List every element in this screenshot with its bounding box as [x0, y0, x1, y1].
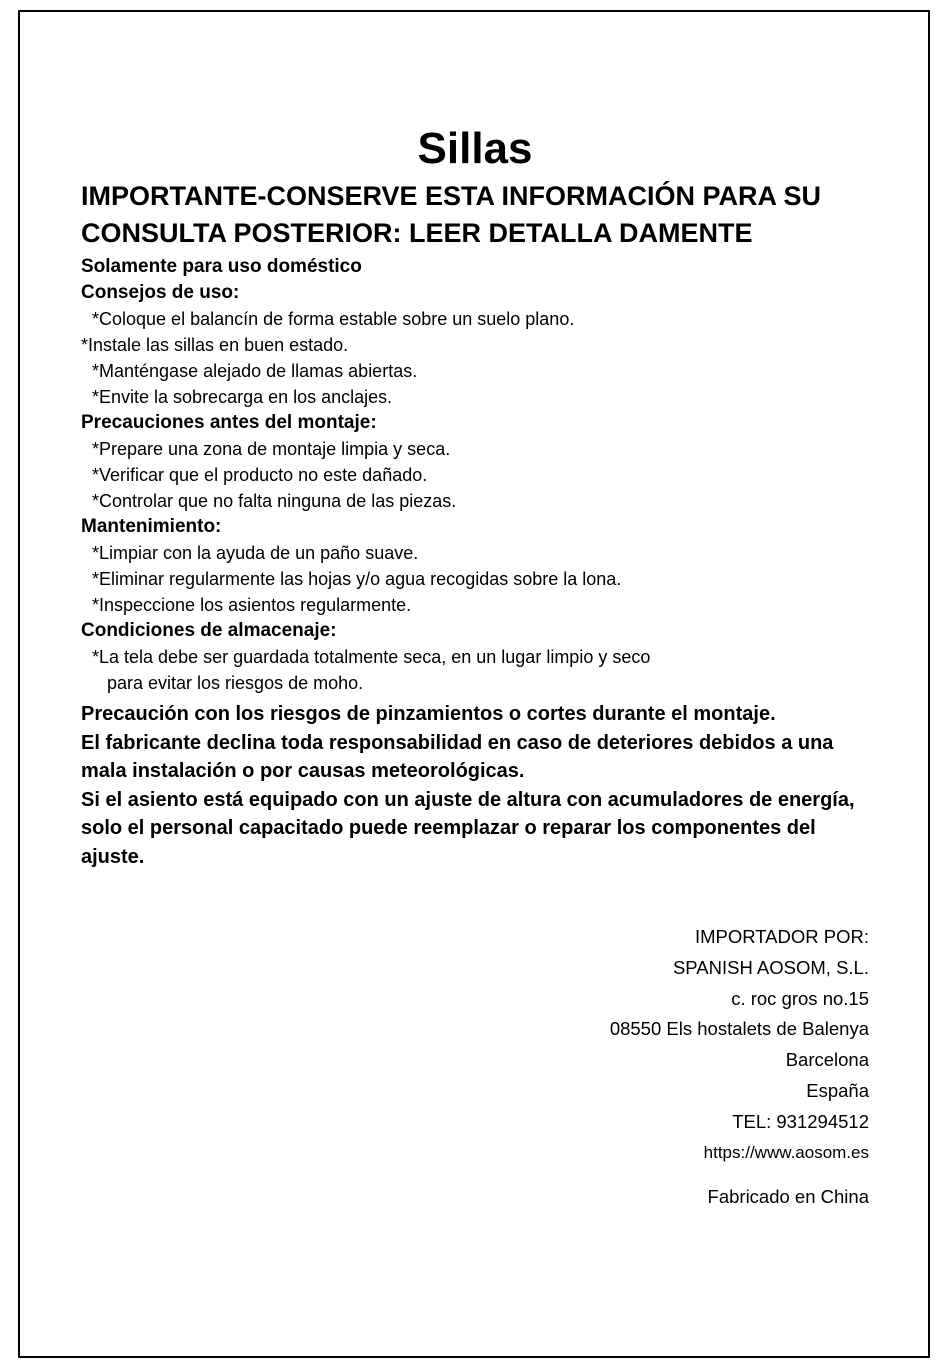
- made-in-note: Fabricado en China: [707, 1185, 869, 1207]
- warning-text: El fabricante declina toda responsabilidad en caso de deteriores debidos a una mala instalación o por causas meteorológicas.: [81, 731, 834, 782]
- maintenance-heading: Mantenimiento:: [81, 516, 222, 537]
- important-headline: IMPORTANTE-CONSERVE ESTA INFORMACIÓN PARA SU CONSULTA POSTERIOR: LEER DETALLA DAMENTE: [81, 181, 822, 248]
- maintenance-item: *Limpiar con la ayuda de un paño suave.: [92, 543, 419, 563]
- precautions-item: *Controlar que no falta ninguna de las piezas.: [92, 491, 457, 511]
- safety-warnings: [81, 700, 881, 871]
- domestic-use-note: Solamente para uso doméstico: [81, 256, 362, 277]
- importer-postal-city: 08550 Els hostalets de Balenya: [609, 1018, 869, 1040]
- precautions-heading: Precauciones antes del montaje:: [81, 412, 377, 433]
- importer-province: Barcelona: [785, 1049, 869, 1071]
- warning-text: Precaución con los riesgos de pinzamientos o cortes durante el montaje.: [81, 703, 776, 725]
- importer-website: https://www.aosom.es: [703, 1142, 869, 1162]
- importer-country: España: [806, 1079, 869, 1101]
- maintenance-item: *Eliminar regularmente las hojas y/o agua recogidas sobre la lona.: [92, 569, 622, 589]
- usage-item: *Instale las sillas en buen estado.: [81, 335, 349, 355]
- usage-item: *Envite la sobrecarga en los anclajes.: [92, 387, 393, 407]
- storage-item: para evitar los riesgos de moho.: [107, 673, 364, 693]
- usage-item: *Coloque el balancín de forma estable sobre un suelo plano.: [92, 309, 575, 329]
- importer-block: [449, 922, 869, 1212]
- storage-heading: Condiciones de almacenaje:: [81, 620, 337, 641]
- document-title: Sillas: [417, 124, 533, 173]
- instructions-body: [81, 254, 881, 871]
- warning-text: Si el asiento está equipado con un ajuste de altura con acumuladores de energía, solo el personal capacitado puede reemplazar o reparar los componentes del ajuste.: [81, 788, 855, 868]
- storage-item: *La tela debe ser guardada totalmente seca, en un lugar limpio y seco: [92, 647, 651, 667]
- importer-phone: TEL: 931294512: [732, 1110, 869, 1132]
- precautions-item: *Verificar que el producto no este dañado.: [92, 465, 428, 485]
- importer-company: SPANISH AOSOM, S.L.: [672, 956, 869, 978]
- importer-street: c. roc gros no.15: [731, 987, 869, 1009]
- maintenance-item: *Inspeccione los asientos regularmente.: [92, 595, 412, 615]
- usage-item: *Manténgase alejado de llamas abiertas.: [92, 361, 418, 381]
- importer-label: IMPORTADOR POR:: [694, 926, 869, 947]
- precautions-item: *Prepare una zona de montaje limpia y seca.: [92, 439, 451, 459]
- usage-heading: Consejos de uso:: [81, 282, 240, 303]
